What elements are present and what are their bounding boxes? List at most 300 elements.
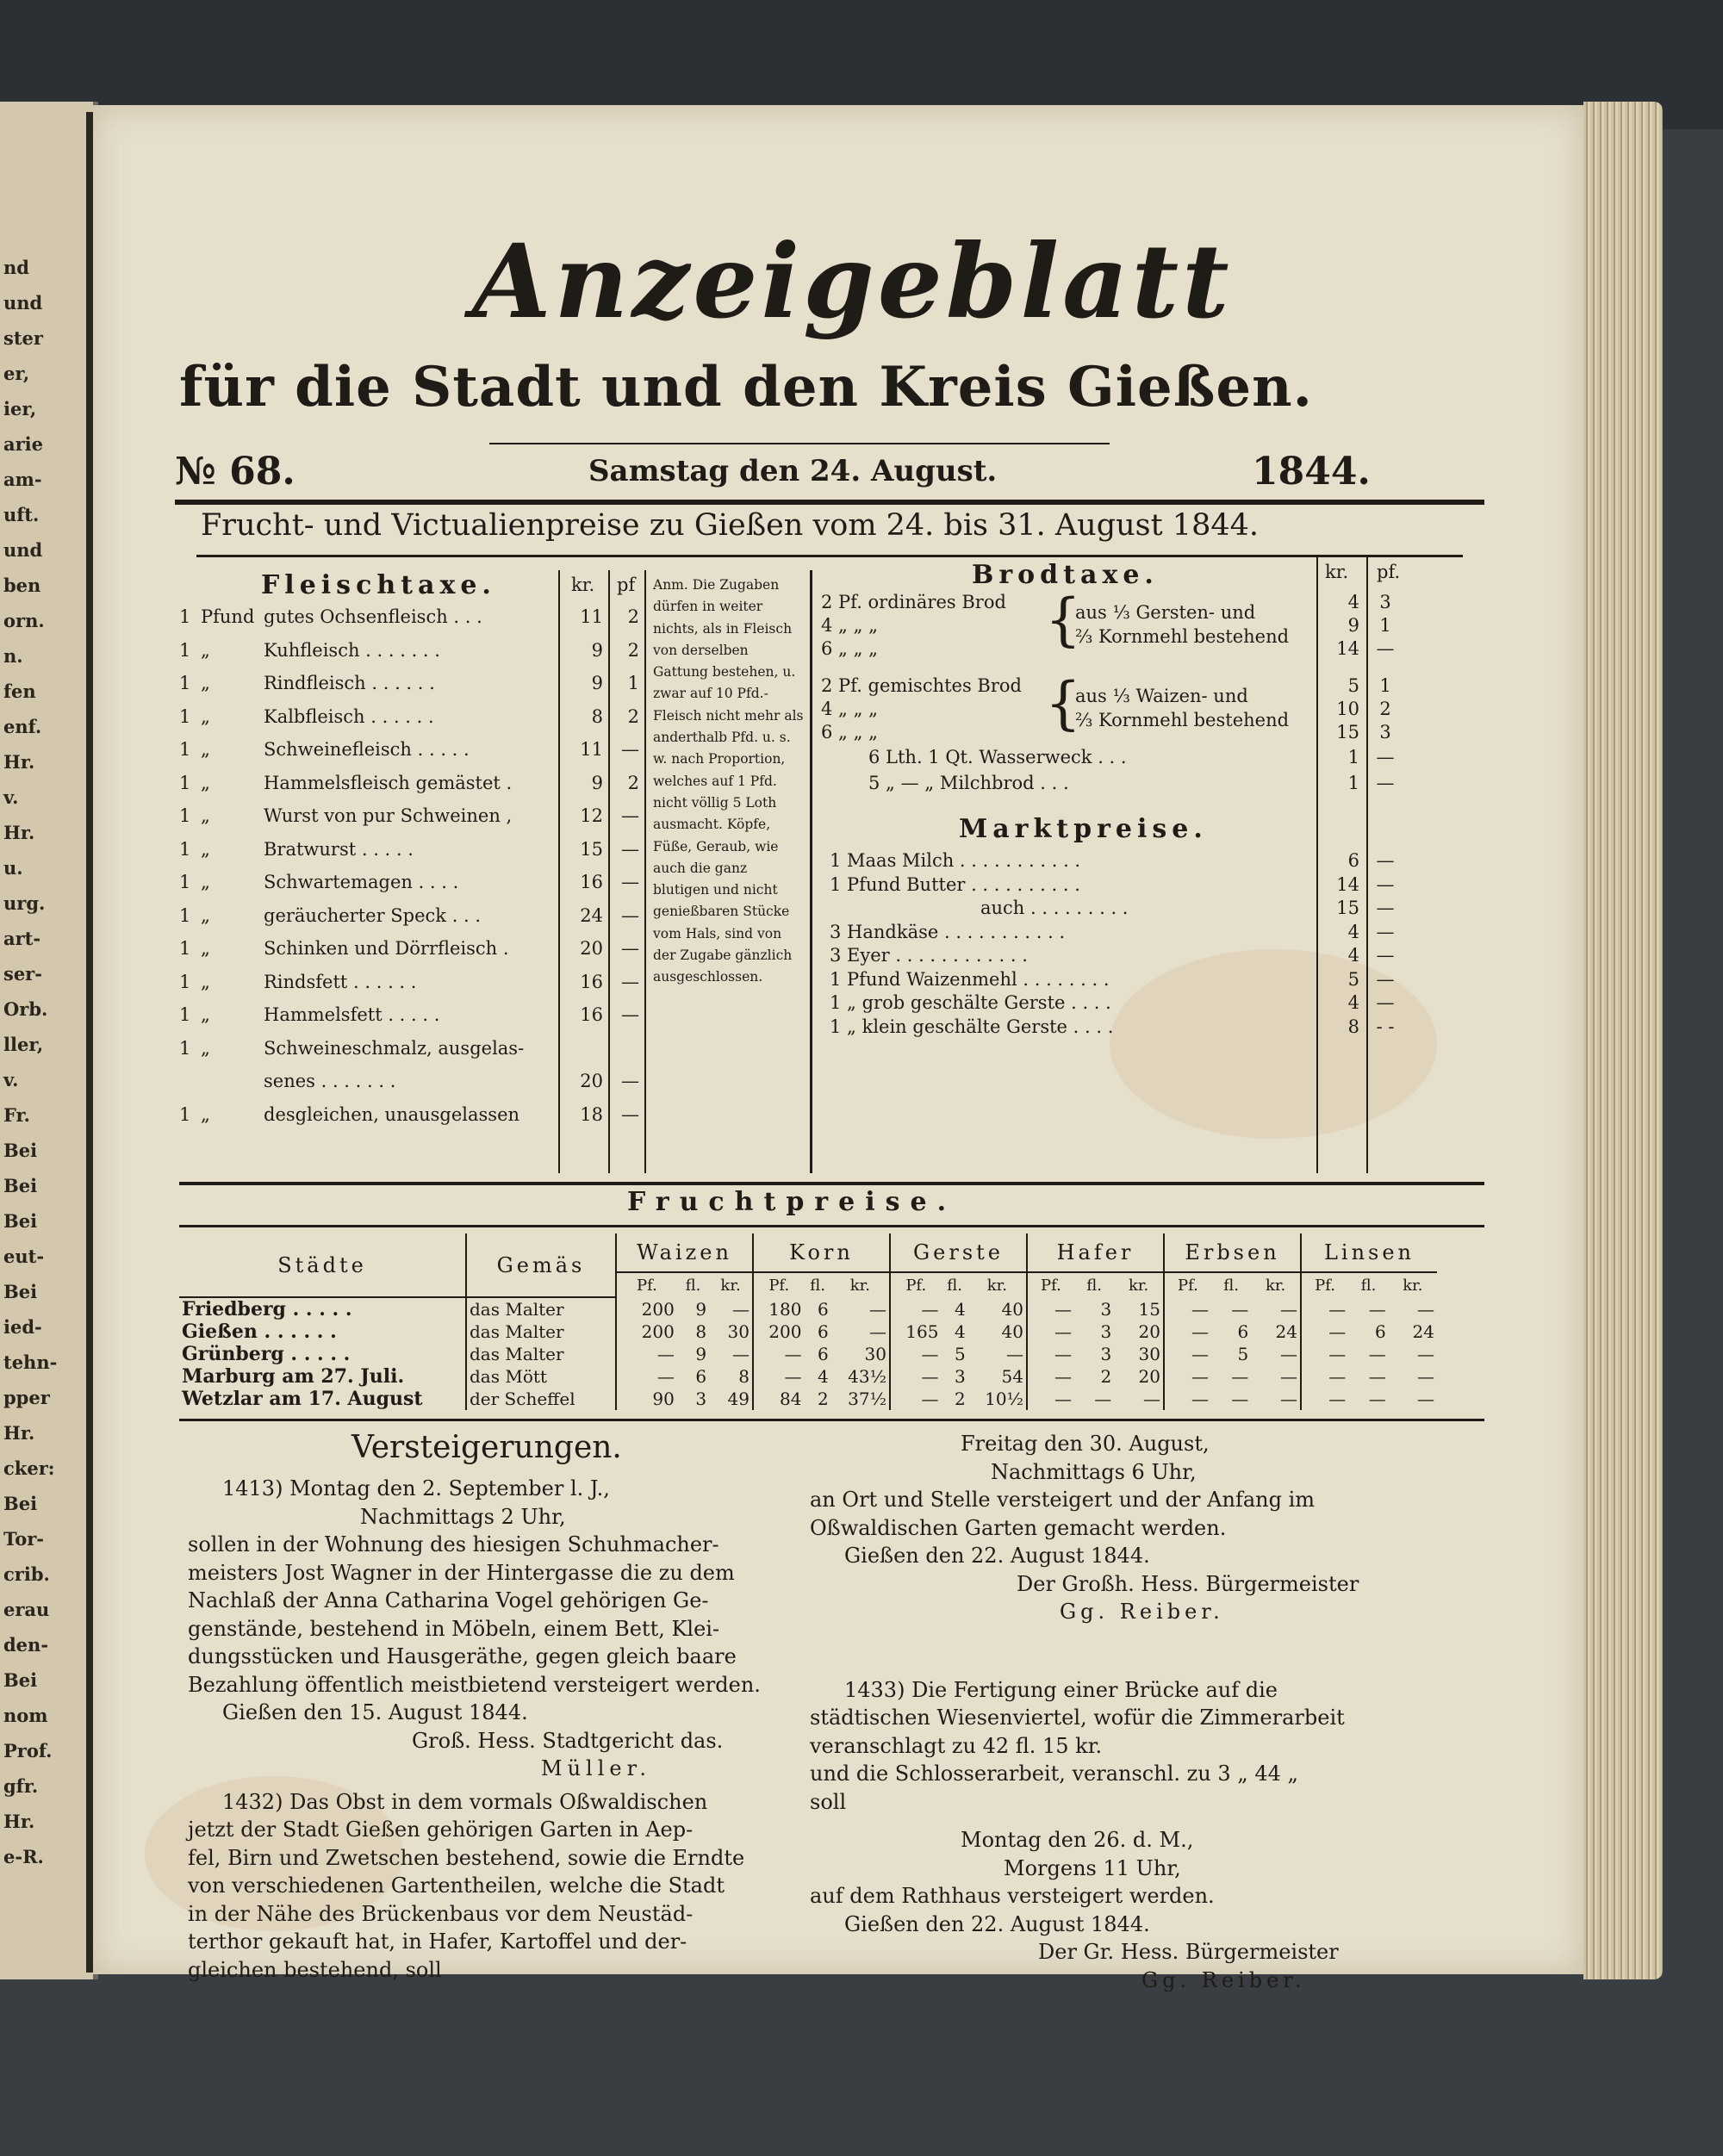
fruchtpreise-subheader: kr. bbox=[720, 1276, 741, 1295]
fruchtpreise-value: — bbox=[1301, 1320, 1348, 1343]
meat-kr: 11 bbox=[580, 739, 603, 760]
fruchtpreise-subheader: kr. bbox=[986, 1276, 1007, 1295]
auction-text-line: Nachmittags 2 Uhr, bbox=[360, 1504, 566, 1529]
fruchtpreise-subheader: fl. bbox=[810, 1276, 825, 1295]
fruchtpreise-header: Gerste bbox=[890, 1233, 1027, 1272]
fruchtpreise-subheader: fl. bbox=[1223, 1276, 1239, 1295]
fruchtpreise-value: — bbox=[1027, 1297, 1074, 1320]
fruchtpreise-value: 3 bbox=[1100, 1321, 1112, 1342]
fruchtpreise-unit: das Mött bbox=[466, 1365, 616, 1388]
fruchtpreise-value: 54 bbox=[1001, 1366, 1023, 1387]
fruchtpreise-subheader: kr. bbox=[849, 1276, 870, 1295]
fruchtpreise-value: — bbox=[1301, 1388, 1348, 1410]
column-divider bbox=[1316, 557, 1318, 1173]
fruchtpreise-value: 200 bbox=[753, 1320, 804, 1343]
meat-unit: „ bbox=[201, 1103, 210, 1125]
fruchtpreise-value: — bbox=[1027, 1388, 1074, 1410]
fruchtpreise-value: 2 bbox=[954, 1389, 966, 1409]
fruchtpreise-value: — bbox=[1231, 1298, 1249, 1320]
meat-qty: 1 bbox=[179, 639, 191, 661]
auction-text-line: Freitag den 30. August, bbox=[961, 1432, 1210, 1456]
fruchtpreise-value: — bbox=[1280, 1389, 1297, 1409]
fruchtpreise-value: 165 bbox=[890, 1320, 941, 1343]
brod-brace: { bbox=[1045, 587, 1081, 653]
brod-extra-item: 6 Lth. 1 Qt. Wasserweck . . . bbox=[868, 747, 1127, 767]
fruchtpreise-value: — bbox=[1368, 1389, 1386, 1409]
fruchtpreise-value: 37½ bbox=[848, 1389, 886, 1409]
fruchtpreise-value: 40 bbox=[1001, 1298, 1023, 1320]
meat-pf: — bbox=[621, 1103, 639, 1125]
meat-unit: „ bbox=[201, 971, 210, 992]
meat-pf: 1 bbox=[627, 673, 639, 693]
markt-item: 3 Handkäse . . . . . . . . . . . bbox=[830, 921, 1066, 942]
meat-kr: 20 bbox=[580, 1071, 603, 1091]
brod-kr: 9 bbox=[1347, 615, 1359, 636]
meat-item: desgleichen, unausgelassen bbox=[264, 1103, 520, 1125]
fruchtpreise-value: — bbox=[753, 1365, 804, 1388]
meat-item: Wurst von pur Schweinen , bbox=[264, 805, 513, 826]
meat-item: Hammelsfleisch gemästet . bbox=[264, 772, 513, 793]
brod-kr: 15 bbox=[1336, 722, 1359, 742]
left-page-fragment: urg. bbox=[3, 892, 46, 914]
fruchtpreise-value: — bbox=[1027, 1320, 1074, 1343]
fruchtpreise-value: — bbox=[1368, 1366, 1386, 1387]
fruchtpreise-value: — bbox=[1231, 1366, 1249, 1387]
brod-pf: 3 bbox=[1379, 722, 1391, 742]
fruchtpreise-value: 2 bbox=[817, 1389, 829, 1409]
brod-kr: 5 bbox=[1347, 675, 1359, 696]
fruchtpreise-value: — bbox=[1164, 1343, 1211, 1365]
auction-text-line: in der Nähe des Brückenbaus vor dem Neustäd- bbox=[188, 1901, 694, 1926]
brod-line: 4 „ „ „ bbox=[821, 699, 879, 719]
meat-pf: — bbox=[621, 971, 639, 992]
fruchtpreise-city: Marburg am 27. Juli. bbox=[182, 1365, 405, 1388]
brod-pf: 3 bbox=[1379, 592, 1391, 612]
fruchtpreise-value: — bbox=[869, 1321, 886, 1342]
auction-text-line: sollen in der Wohnung des hiesigen Schuhmacher- bbox=[188, 1532, 719, 1556]
meat-kr: 24 bbox=[580, 904, 603, 926]
left-page-fragment: ied- bbox=[3, 1316, 42, 1338]
left-page-fragment: pper bbox=[3, 1387, 50, 1408]
left-page-fragment: uft. bbox=[3, 504, 40, 525]
markt-pf: — bbox=[1376, 968, 1395, 990]
fruchtpreise-value: 15 bbox=[1138, 1298, 1160, 1320]
markt-pf: — bbox=[1376, 921, 1395, 942]
fruchtpreise-unit: der Scheffel bbox=[466, 1388, 616, 1410]
fruchtpreise-value: 6 bbox=[817, 1344, 829, 1364]
brod-kr: 4 bbox=[1347, 592, 1359, 612]
meat-pf: — bbox=[621, 904, 639, 926]
meat-pf: 2 bbox=[627, 705, 639, 727]
fruchtpreise-value: 4 bbox=[817, 1366, 829, 1387]
meat-unit: „ bbox=[201, 705, 210, 727]
meat-pf: — bbox=[621, 1004, 639, 1025]
fruchtpreise-value: 3 bbox=[954, 1366, 966, 1387]
fruchtpreise-value: — bbox=[1027, 1365, 1074, 1388]
left-page-fragment: Bei bbox=[3, 1281, 38, 1302]
brod-desc: aus ⅓ Waizen- und bbox=[1075, 686, 1248, 706]
meat-item: Schwartemagen . . . . bbox=[264, 872, 459, 892]
auction-text-line: jetzt der Stadt Gießen gehörigen Garten in Aep- bbox=[188, 1817, 694, 1842]
meat-kr: 9 bbox=[591, 639, 603, 661]
left-page-fragment: nom bbox=[3, 1705, 48, 1726]
fruchtpreise-value: 24 bbox=[1412, 1321, 1434, 1342]
meat-item: Kuhfleisch . . . . . . . bbox=[264, 639, 440, 661]
auction-left-column bbox=[188, 1475, 877, 1984]
brod-line: 2 Pf. gemischtes Brod bbox=[821, 675, 1022, 696]
auction-text-line: auf dem Rathhaus versteigert werden. bbox=[810, 1884, 1215, 1908]
fruchtpreise-header: Gemäs bbox=[466, 1233, 616, 1297]
fruchtpreise-value: — bbox=[890, 1343, 941, 1365]
brod-desc: ⅔ Kornmehl bestehend bbox=[1075, 626, 1290, 647]
fruchtpreise-value: 200 bbox=[616, 1320, 677, 1343]
auction-text-line: Bezahlung öffentlich meistbietend versteigert werden. bbox=[188, 1672, 761, 1697]
fruchtpreise-row bbox=[179, 1320, 1437, 1343]
meat-item: Schweinefleisch . . . . . bbox=[264, 739, 470, 760]
fruchtpreise-subheader: Pf. bbox=[1027, 1272, 1074, 1297]
issue-number: № 68. bbox=[175, 450, 295, 494]
fleischtaxe-note: Anm. Die Zugaben dürfen in weiter nichts, als in Fleisch von derselben Gattung bestehen, u. zwar auf 10 Pfd.-Fleisch nicht mehr als anderthalb Pfd. u. s. w. nach Proportion, welches auf 1 Pfd. nicht völlig 5 Loth ausmacht. Köpfe, Füße, Geraub, wie auch die ganz blutigen und nicht genießbaren Stücke vom Hals, sind von der Zugabe gänzlich ausgeschlossen. bbox=[653, 577, 804, 985]
left-page-fragment: Hr. bbox=[3, 751, 35, 773]
meat-item: geräucherter Speck . . . bbox=[264, 904, 482, 926]
column-divider bbox=[644, 570, 646, 1173]
auction-text-line: soll bbox=[810, 1789, 847, 1814]
meat-kr: 9 bbox=[591, 772, 603, 793]
markt-kr: 15 bbox=[1336, 898, 1359, 918]
meat-kr: 16 bbox=[580, 1004, 603, 1025]
left-page-edge bbox=[0, 102, 98, 1979]
brod-pf: — bbox=[1376, 638, 1395, 659]
meat-item: Kalbfleisch . . . . . . bbox=[264, 705, 434, 727]
left-page-fragment: ier, bbox=[3, 398, 37, 419]
fruchtpreise-rule bbox=[179, 1225, 1484, 1227]
masthead-title: Anzeigeblatt bbox=[472, 221, 1233, 341]
meat-kr: 16 bbox=[580, 971, 603, 992]
fruchtpreise-value: — bbox=[1143, 1389, 1160, 1409]
fruchtpreise-city: Gießen . . . . . . bbox=[182, 1320, 337, 1343]
meat-kr: 11 bbox=[580, 606, 603, 627]
brodtaxe-kr-header: kr. bbox=[1325, 562, 1349, 582]
meat-unit: „ bbox=[201, 938, 210, 959]
auction-text-line: Müller. bbox=[541, 1756, 652, 1780]
left-page-fragment: Bei bbox=[3, 1175, 38, 1196]
left-page-fragment: Prof. bbox=[3, 1740, 53, 1761]
markt-kr: 4 bbox=[1347, 921, 1359, 942]
left-page-fragment: crib. bbox=[3, 1563, 50, 1585]
fruchtpreise-value: 90 bbox=[616, 1388, 677, 1410]
fruchtpreise-value: 43½ bbox=[848, 1366, 886, 1387]
markt-item: 1 Pfund Butter . . . . . . . . . . bbox=[830, 873, 1080, 895]
brod-kr: 14 bbox=[1336, 638, 1359, 659]
auction-text-line: Nachmittags 6 Uhr, bbox=[991, 1459, 1197, 1484]
markt-item: 1 „ klein geschälte Gerste . . . . bbox=[830, 1016, 1114, 1037]
fruchtpreise-value: 9 bbox=[695, 1298, 707, 1320]
left-page-fragment: cker: bbox=[3, 1457, 55, 1479]
auction-text-line: Der Großh. Hess. Bürgermeister bbox=[1017, 1571, 1359, 1596]
meat-unit: „ bbox=[201, 772, 210, 793]
brod-line: 2 Pf. ordinäres Brod bbox=[821, 592, 1006, 612]
fruchtpreise-value: — bbox=[1231, 1389, 1249, 1409]
fruchtpreise-city: Grünberg . . . . . bbox=[182, 1343, 351, 1365]
fruchtpreise-subheader: Pf. bbox=[1301, 1272, 1348, 1297]
brod-pf: 1 bbox=[1379, 615, 1391, 636]
fruchtpreise-city: Friedberg . . . . . bbox=[182, 1298, 352, 1320]
fruchtpreise-value: — bbox=[1094, 1389, 1112, 1409]
fleischtaxe-title: Fleischtaxe. bbox=[261, 570, 496, 600]
left-page-fragment: am- bbox=[3, 469, 42, 490]
meat-item: Schweineschmalz, ausgelas- bbox=[264, 1037, 525, 1059]
column-divider bbox=[608, 570, 610, 1173]
markt-item: 1 „ grob geschälte Gerste . . . . bbox=[830, 992, 1111, 1013]
brod-extra-pf: — bbox=[1376, 773, 1395, 793]
fruchtpreise-table bbox=[179, 1233, 1437, 1410]
auction-text-line: veranschlagt zu 42 fl. 15 kr. bbox=[810, 1733, 1103, 1758]
meat-item: gutes Ochsenfleisch . . . bbox=[264, 606, 482, 627]
fruchtpreise-value: 49 bbox=[727, 1389, 750, 1409]
fruchtpreise-subheader: Pf. bbox=[753, 1272, 804, 1297]
left-page-fragment: ser- bbox=[3, 963, 42, 985]
fruchtpreise-value: 6 bbox=[817, 1321, 829, 1342]
meat-pf: 2 bbox=[627, 772, 639, 793]
fruchtpreise-value: 3 bbox=[695, 1389, 707, 1409]
auction-text-line: Gießen den 22. August 1844. bbox=[844, 1911, 1150, 1936]
fruchtpreise-value: 200 bbox=[616, 1297, 677, 1320]
left-page-fragment: orn. bbox=[3, 610, 45, 631]
fruchtpreise-value: 40 bbox=[1001, 1321, 1023, 1342]
meat-kr: 16 bbox=[580, 872, 603, 892]
auction-text-line: von verschiedenen Gartentheilen, welche die Stadt bbox=[188, 1873, 725, 1898]
left-page-fragment: Fr. bbox=[3, 1104, 30, 1126]
fruchtpreise-value: 3 bbox=[1100, 1298, 1112, 1320]
fruchtpreise-value: — bbox=[1301, 1365, 1348, 1388]
fruchtpreise-value: — bbox=[1164, 1365, 1211, 1388]
masthead-subtitle: für die Stadt und den Kreis Gießen. bbox=[179, 355, 1313, 419]
meat-unit: „ bbox=[201, 673, 210, 693]
fruchtpreise-value: 9 bbox=[695, 1344, 707, 1364]
fruchtpreise-value: — bbox=[616, 1365, 677, 1388]
fruchtpreise-value: 2 bbox=[1100, 1366, 1112, 1387]
markt-kr: 4 bbox=[1347, 945, 1359, 966]
meat-qty: 1 bbox=[179, 971, 191, 992]
left-page-fragment: enf. bbox=[3, 716, 42, 737]
markt-kr: 6 bbox=[1347, 850, 1359, 871]
fruchtpreise-value: — bbox=[1301, 1343, 1348, 1365]
brod-pf: 1 bbox=[1379, 675, 1391, 696]
left-page-fragment: Bei bbox=[3, 1493, 38, 1514]
versteigerungen-title: Versteigerungen. bbox=[351, 1430, 622, 1465]
fruchtpreise-value: — bbox=[1006, 1344, 1023, 1364]
auction-text-line: Gg. Reiber. bbox=[1141, 1967, 1306, 1992]
markt-pf: — bbox=[1376, 873, 1395, 895]
left-page-fragment: art- bbox=[3, 928, 41, 949]
fruchtpreise-value: 5 bbox=[954, 1344, 966, 1364]
fruchtpreise-value: — bbox=[1301, 1297, 1348, 1320]
fruchtpreise-unit: das Malter bbox=[466, 1320, 616, 1343]
markt-kr: 5 bbox=[1347, 968, 1359, 990]
fruchtpreise-value: — bbox=[1280, 1344, 1297, 1364]
fruchtpreise-city: Wetzlar am 17. August bbox=[182, 1388, 423, 1410]
auction-text-line: Morgens 11 Uhr, bbox=[1004, 1855, 1181, 1880]
column-divider bbox=[1366, 557, 1368, 1173]
prices-rule bbox=[196, 555, 1463, 557]
auction-right-column bbox=[810, 1430, 1503, 1994]
fruchtpreise-row bbox=[179, 1343, 1437, 1365]
fruchtpreise-value: 24 bbox=[1275, 1321, 1297, 1342]
meat-qty: 1 bbox=[179, 805, 191, 826]
markt-pf: — bbox=[1376, 850, 1395, 871]
fleischtaxe-pf-header: pf bbox=[617, 575, 636, 595]
meat-item: Rindsfett . . . . . . bbox=[264, 971, 417, 992]
fruchtpreise-value: 10½ bbox=[985, 1389, 1023, 1409]
fruchtpreise-value: — bbox=[1368, 1298, 1386, 1320]
fruchtpreise-value: — bbox=[890, 1297, 941, 1320]
auction-text-line: Der Gr. Hess. Bürgermeister bbox=[1038, 1940, 1339, 1964]
left-page-fragment: Bei bbox=[3, 1140, 38, 1161]
fruchtpreise-value: — bbox=[1280, 1366, 1297, 1387]
fruchtpreise-header: Korn bbox=[753, 1233, 890, 1272]
fruchtpreise-value: — bbox=[1164, 1297, 1211, 1320]
markt-pf: — bbox=[1376, 945, 1395, 966]
fruchtpreise-value: — bbox=[1280, 1298, 1297, 1320]
meat-unit: „ bbox=[201, 904, 210, 926]
left-page-fragment: v. bbox=[3, 786, 19, 808]
marktpreise-title: Marktpreise. bbox=[959, 814, 1208, 844]
fruchtpreise-value: 6 bbox=[1237, 1321, 1249, 1342]
left-page-fragment: tehn- bbox=[3, 1351, 58, 1373]
left-page-fragment: u. bbox=[3, 857, 23, 879]
fruchtpreise-subheader: fl. bbox=[1360, 1276, 1377, 1295]
fruchtpreise-value: — bbox=[1417, 1366, 1434, 1387]
left-page-fragment: erau bbox=[3, 1599, 50, 1620]
left-page-fragment: arie bbox=[3, 433, 44, 455]
fruchtpreise-value: — bbox=[1417, 1389, 1434, 1409]
meat-qty: 1 bbox=[179, 904, 191, 926]
markt-item: 3 Eyer . . . . . . . . . . . . bbox=[830, 945, 1028, 966]
markt-item: 1 Maas Milch . . . . . . . . . . . bbox=[830, 850, 1081, 871]
fruchtpreise-subheader: kr. bbox=[1265, 1276, 1286, 1295]
fruchtpreise-value: 8 bbox=[695, 1321, 707, 1342]
left-page-fragment: ller, bbox=[3, 1034, 44, 1055]
meat-unit: „ bbox=[201, 805, 210, 826]
meat-kr: 8 bbox=[591, 705, 603, 727]
fruchtpreise-value: 30 bbox=[1138, 1344, 1160, 1364]
meat-qty: 1 bbox=[179, 872, 191, 892]
fruchtpreise-value: — bbox=[1368, 1344, 1386, 1364]
left-page-fragment: Orb. bbox=[3, 998, 48, 1020]
markt-item: auch . . . . . . . . . bbox=[980, 898, 1129, 918]
meat-unit: „ bbox=[201, 1037, 210, 1059]
left-page-fragment: fen bbox=[3, 680, 36, 702]
markt-kr: 4 bbox=[1347, 992, 1359, 1013]
meat-unit: „ bbox=[201, 1004, 210, 1025]
left-page-fragment: e-R. bbox=[3, 1846, 44, 1867]
brodtaxe-title: Brodtaxe. bbox=[972, 560, 1159, 590]
meat-pf: — bbox=[621, 938, 639, 959]
fruchtpreise-value: 30 bbox=[727, 1321, 750, 1342]
fruchtpreise-subheader: Pf. bbox=[616, 1272, 677, 1297]
meat-qty: 1 bbox=[179, 705, 191, 727]
meat-item: Rindfleisch . . . . . . bbox=[264, 673, 435, 693]
fruchtpreise-value: 4 bbox=[954, 1321, 966, 1342]
meat-pf: 2 bbox=[627, 639, 639, 661]
prices-heading: Frucht- und Victualienpreise zu Gießen vom 24. bis 31. August 1844. bbox=[201, 508, 1260, 543]
auction-text-line: Gießen den 22. August 1844. bbox=[844, 1544, 1150, 1568]
auction-text-line: Oßwaldischen Garten gemacht werden. bbox=[810, 1515, 1227, 1540]
issue-date: Samstag den 24. August. bbox=[588, 454, 998, 488]
meat-pf: — bbox=[621, 838, 639, 860]
left-page-fragment: Hr. bbox=[3, 1422, 35, 1444]
meat-qty: 1 bbox=[179, 606, 191, 627]
left-page-fragment: nd bbox=[3, 257, 29, 278]
fruchtpreise-header: Waizen bbox=[616, 1233, 753, 1272]
left-page-fragment: n. bbox=[3, 645, 23, 667]
fruchtpreise-value: — bbox=[890, 1388, 941, 1410]
fruchtpreise-value: 20 bbox=[1138, 1366, 1160, 1387]
brod-extra-item: 5 „ — „ Milchbrod . . . bbox=[868, 773, 1069, 793]
fruchtpreise-rule-bottom bbox=[179, 1419, 1484, 1421]
meat-pf: — bbox=[621, 1071, 639, 1091]
meat-pf: — bbox=[621, 872, 639, 892]
brod-extra-kr: 1 bbox=[1347, 773, 1359, 793]
markt-pf: — bbox=[1376, 992, 1395, 1013]
auction-text-line: terthor gekauft hat, in Hafer, Kartoffel und der- bbox=[188, 1929, 687, 1954]
fruchtpreise-value: 6 bbox=[817, 1298, 829, 1320]
meat-unit: „ bbox=[201, 872, 210, 892]
left-page-fragment: er, bbox=[3, 363, 30, 384]
fruchtpreise-value: — bbox=[1417, 1298, 1434, 1320]
fruchtpreise-value: — bbox=[1027, 1343, 1074, 1365]
meat-kr: 20 bbox=[580, 938, 603, 959]
brod-kr: 10 bbox=[1336, 699, 1359, 719]
brodtaxe-pf-header: pf. bbox=[1377, 562, 1401, 582]
fruchtpreise-value: — bbox=[732, 1344, 750, 1364]
meat-item: Bratwurst . . . . . bbox=[264, 838, 414, 860]
fruchtpreise-subheader: Pf. bbox=[1164, 1272, 1211, 1297]
fruchtpreise-value: 5 bbox=[1237, 1344, 1249, 1364]
fruchtpreise-value: — bbox=[1164, 1388, 1211, 1410]
meat-kr: 18 bbox=[580, 1103, 603, 1125]
left-page-fragment: und bbox=[3, 539, 43, 561]
brod-line: 6 „ „ „ bbox=[821, 722, 879, 742]
meat-item: Schinken und Dörrfleisch . bbox=[264, 938, 509, 959]
column-divider bbox=[558, 570, 560, 1173]
meat-pf: — bbox=[621, 805, 639, 826]
left-page-fragment: eut- bbox=[3, 1246, 45, 1267]
auction-text-line: 1433) Die Fertigung einer Brücke auf die bbox=[844, 1677, 1278, 1702]
auction-text-line: an Ort und Stelle versteigert und der Anfang im bbox=[810, 1488, 1316, 1512]
brod-desc: ⅔ Kornmehl bestehend bbox=[1075, 710, 1290, 730]
meat-kr: 15 bbox=[580, 838, 603, 860]
meat-unit: „ bbox=[201, 739, 210, 760]
fruchtpreise-value: 6 bbox=[1374, 1321, 1386, 1342]
masthead-rule bbox=[489, 443, 1110, 444]
markt-pf: — bbox=[1376, 898, 1395, 918]
auction-text-line: 1413) Montag den 2. September l. J., bbox=[222, 1476, 610, 1501]
meat-unit: Pfund bbox=[201, 606, 255, 627]
fruchtpreise-value: 3 bbox=[1100, 1344, 1112, 1364]
fruchtpreise-value: — bbox=[869, 1298, 886, 1320]
left-page-fragment: den- bbox=[3, 1634, 49, 1656]
fruchtpreise-header: Erbsen bbox=[1164, 1233, 1301, 1272]
fruchtpreise-row bbox=[179, 1388, 1437, 1410]
fruchtpreise-subheader: fl. bbox=[1086, 1276, 1102, 1295]
left-page-fragment: Hr. bbox=[3, 1811, 35, 1832]
brod-extra-pf: — bbox=[1376, 747, 1395, 767]
issue-year: 1844. bbox=[1252, 450, 1371, 494]
markt-pf: - - bbox=[1376, 1016, 1395, 1037]
fruchtpreise-row bbox=[179, 1297, 1437, 1320]
header-double-rule bbox=[175, 500, 1484, 505]
